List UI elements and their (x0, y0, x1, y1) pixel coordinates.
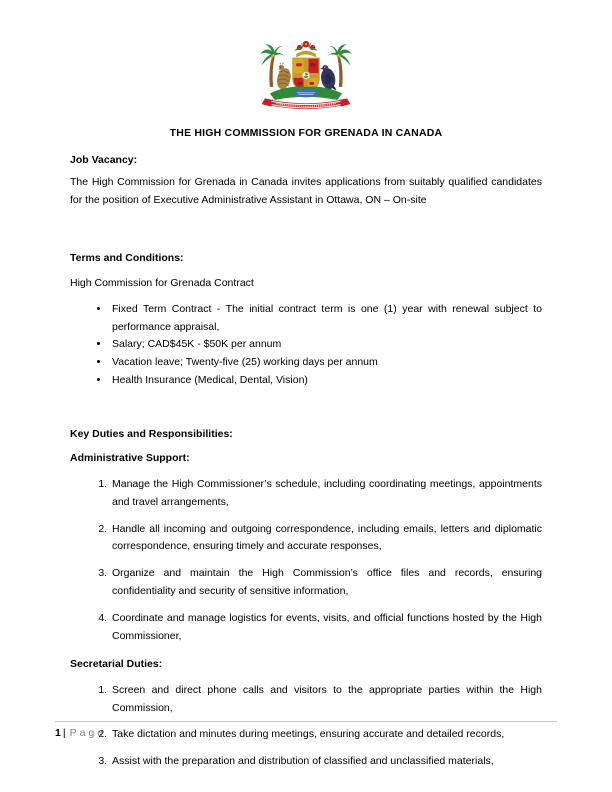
list-item: • Salary; CAD$45K - $50K per annum (110, 336, 542, 354)
footer-page-label: Page (69, 727, 107, 739)
key-duties-heading: Key Duties and Responsibilities: (70, 427, 233, 440)
list-item: • Fixed Term Contract - The initial contract term is one (1) year with renewal subject to performance appraisal, (110, 301, 542, 337)
page-number: 1 (55, 727, 61, 739)
secretarial-duties-heading: Secretarial Duties: (70, 657, 163, 670)
list-item: • Health Insurance (Medical, Dental, Vision) (110, 372, 542, 390)
numbered-item: 1. Screen and direct phone calls and visitors to the appropriate parties within the High Commission, (110, 682, 542, 718)
numbered-item: 1. Manage the High Commissioner’s schedule, including coordinating meetings, appointments and travel arrangements, (110, 476, 542, 512)
page-footer (55, 721, 557, 739)
grenada-coat-of-arms-icon (256, 36, 356, 114)
numbered-item: 4. Coordinate and manage logistics for events, visits, and official functions hosted by the High Commissioner, (110, 610, 542, 646)
terms-subheading: High Commission for Grenada Contract (70, 276, 254, 289)
administrative-support-list (70, 476, 542, 646)
footer-separator: | (62, 727, 66, 739)
terms-bullet-list (70, 301, 542, 390)
terms-heading: Terms and Conditions: (70, 251, 184, 264)
job-vacancy-paragraph: The High Commission for Grenada in Canada invites applications from suitably qualified candidates for the position of Executive Administrative Assistant in Ottawa, ON – On-site (70, 176, 542, 206)
numbered-item: 3. Assist with the preparation and distribution of classified and unclassified materials, (110, 753, 542, 771)
numbered-item: 2. Take dictation and minutes during meetings, ensuring accurate and detailed records, (110, 726, 542, 744)
numbered-item: 2. Handle all incoming and outgoing correspondence, including emails, letters and diplomatic correspondence, ensuring timely and accurate responses, (110, 521, 542, 557)
numbered-item: 3. Organize and maintain the High Commission’s office files and records, ensuring confidentiality and security of sensitive information, (110, 565, 542, 601)
document-title: THE HIGH COMMISSION FOR GRENADA IN CANADA (169, 127, 443, 139)
job-vacancy-heading: Job Vacancy: (70, 154, 138, 166)
list-item: • Vacation leave; Twenty-five (25) working days per annum (110, 354, 542, 372)
administrative-support-heading: Administrative Support: (70, 451, 190, 464)
